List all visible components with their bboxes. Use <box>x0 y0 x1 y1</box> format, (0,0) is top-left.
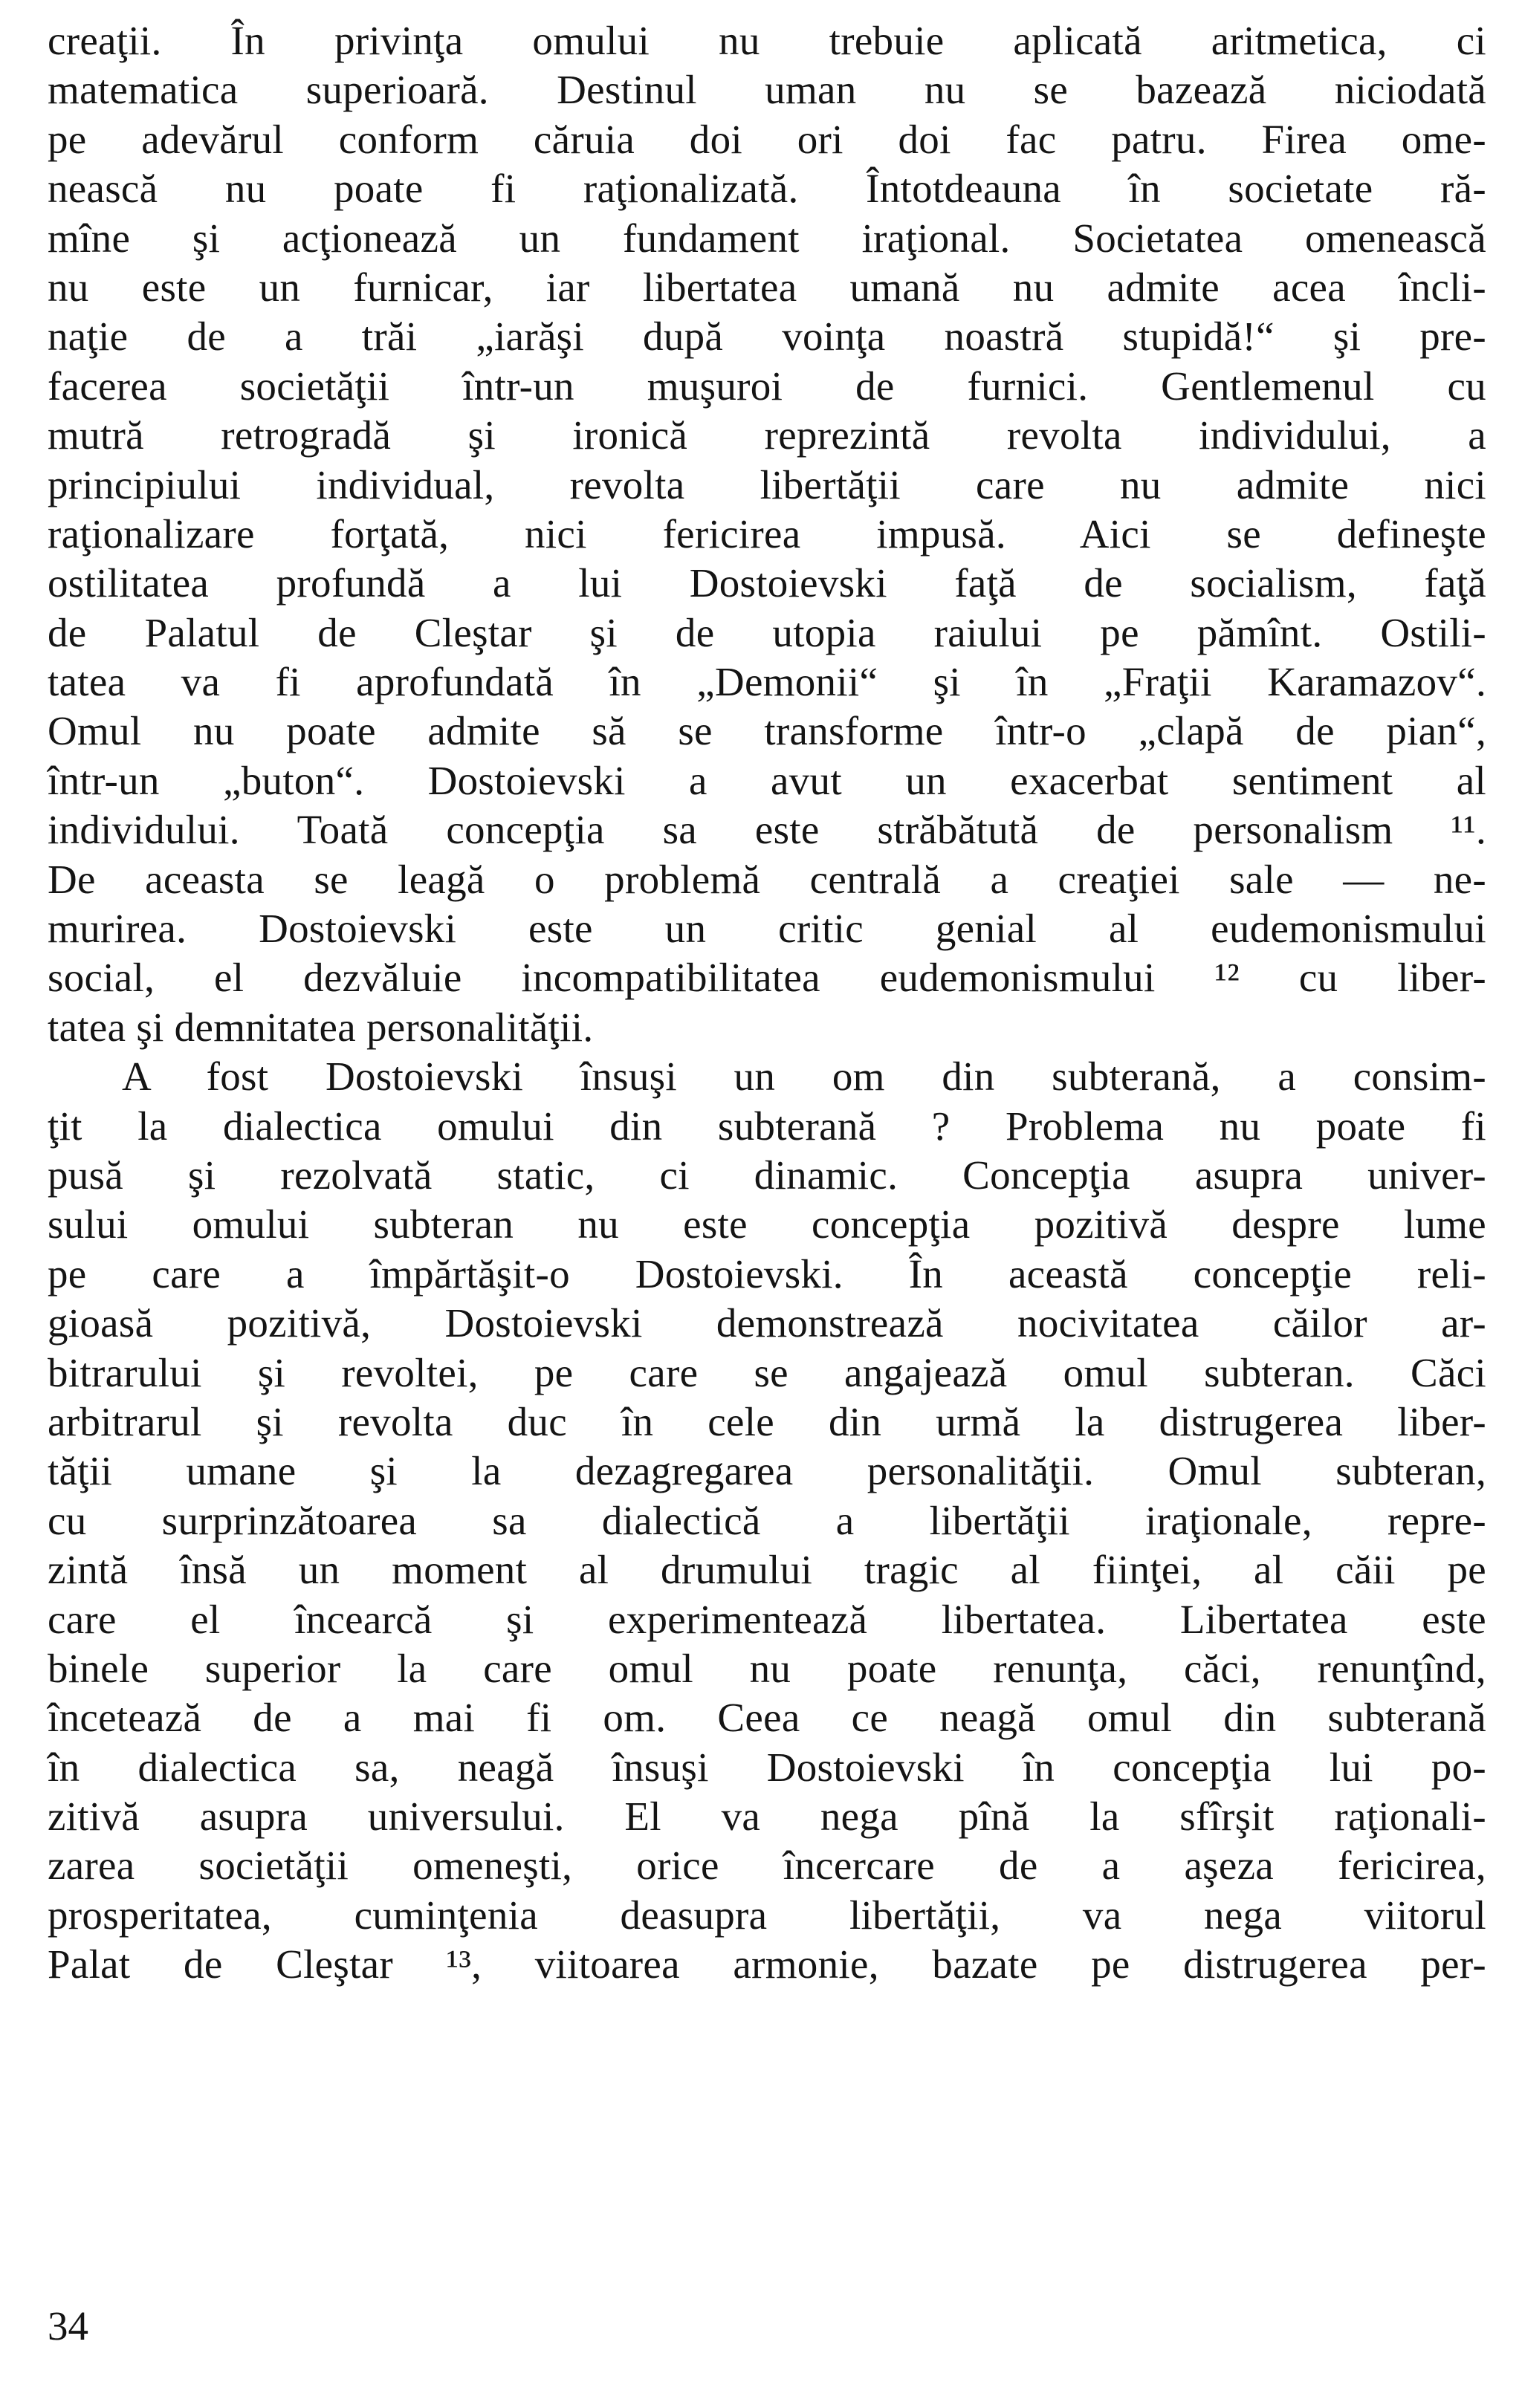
text-line: care el încearcă şi experimentează libertatea. Libertatea este <box>48 1596 1486 1642</box>
text-line: zitivă asupra universului. El va nega pînă la sfîrşit raţionali- <box>48 1794 1486 1840</box>
text-line: binele superior la care omul nu poate renunţa, căci, renunţînd, <box>48 1645 1486 1691</box>
text-line: social, el dezvăluie incompatibilitatea eudemonismului ¹² cu liber- <box>48 955 1486 1001</box>
text-line: matematica superioară. Destinul uman nu se bazează niciodată <box>48 67 1486 113</box>
text-line: raţionalizare forţată, nici fericirea impusă. Aici se defineşte <box>48 510 1486 556</box>
text-line: pusă şi rezolvată static, ci dinamic. Concepţia asupra univer- <box>48 1152 1486 1198</box>
text-line: De aceasta se leagă o problemă centrală a creaţiei sale — ne- <box>48 856 1486 902</box>
text-line: zarea societăţii omeneşti, orice încercare de a aşeza fericirea, <box>48 1843 1486 1889</box>
body-text <box>48 16 1486 1990</box>
text-line: tatea va fi aprofundată în „Demonii“ şi în „Fraţii Karamazov“. <box>48 659 1486 705</box>
text-line: creaţii. În privinţa omului nu trebuie aplicată aritmetica, ci <box>48 18 1486 63</box>
text-line: individului. Toată concepţia sa este străbătută de personalism ¹¹. <box>48 807 1486 853</box>
text-line: sului omului subteran nu este concepţia pozitivă despre lume <box>48 1201 1486 1247</box>
text-line: principiului individual, revolta libertăţii care nu admite nici <box>48 461 1486 507</box>
text-line: cu surprinzătoarea sa dialectică a libertăţii iraţionale, repre- <box>48 1497 1486 1543</box>
paragraph-first-line: A fost Dostoievski însuşi un om din subterană, a consim- <box>122 1054 1486 1100</box>
text-line: zintă însă un moment al drumului tragic al fiinţei, al căii pe <box>48 1547 1486 1593</box>
text-line: mîne şi acţionează un fundament iraţional. Societatea omenească <box>48 215 1486 261</box>
text-line: nească nu poate fi raţionalizată. Întotdeauna în societate ră- <box>48 166 1486 212</box>
text-line: murirea. Dostoievski este un critic genial al eudemonismului <box>48 906 1486 952</box>
text-line: prosperitatea, cuminţenia deasupra libertăţii, va nega viitorul <box>48 1892 1486 1938</box>
paragraph-end-line: tatea şi demnitatea personalităţii. <box>48 1004 594 1050</box>
text-line: ostilitatea profundă a lui Dostoievski faţă de socialism, faţă <box>48 560 1486 606</box>
text-line: tăţii umane şi la dezagregarea personalităţii. Omul subteran, <box>48 1448 1486 1494</box>
text-line: naţie de a trăi „iarăşi după voinţa noastră stupidă!“ şi pre- <box>48 314 1486 360</box>
text-line: arbitrarul şi revolta duc în cele din urmă la distrugerea liber- <box>48 1398 1486 1444</box>
text-line: facerea societăţii într-un muşuroi de furnici. Gentlemenul cu <box>48 363 1486 409</box>
text-line: pe adevărul conform căruia doi ori doi fac patru. Firea ome- <box>48 116 1486 162</box>
text-line: Palat de Cleştar ¹³, viitoarea armonie, bazate pe distrugerea per- <box>48 1941 1486 1987</box>
page-number: 34 <box>48 2303 88 2349</box>
text-line: bitrarului şi revoltei, pe care se angajează omul subteran. Căci <box>48 1349 1486 1395</box>
text-line: Omul nu poate admite să se transforme într-o „clapă de pian“, <box>48 708 1486 754</box>
text-line: de Palatul de Cleştar şi de utopia raiului pe pămînt. Ostili- <box>48 609 1486 655</box>
text-line: în dialectica sa, neagă însuşi Dostoievski în concepţia lui po- <box>48 1744 1486 1790</box>
text-line: încetează de a mai fi om. Ceea ce neagă omul din subterană <box>48 1695 1486 1741</box>
text-line: gioasă pozitivă, Dostoievski demonstrează nocivitatea căilor ar- <box>48 1300 1486 1346</box>
text-line: pe care a împărtăşit-o Dostoievski. În această concepţie reli- <box>48 1250 1486 1297</box>
text-line: într-un „buton“. Dostoievski a avut un exacerbat sentiment al <box>48 757 1486 803</box>
text-line: nu este un furnicar, iar libertatea umană nu admite acea încli- <box>48 264 1486 310</box>
text-line: ţit la dialectica omului din subterană ? Problema nu poate fi <box>48 1103 1486 1149</box>
text-line: mutră retrogradă şi ironică reprezintă revolta individului, a <box>48 412 1486 458</box>
